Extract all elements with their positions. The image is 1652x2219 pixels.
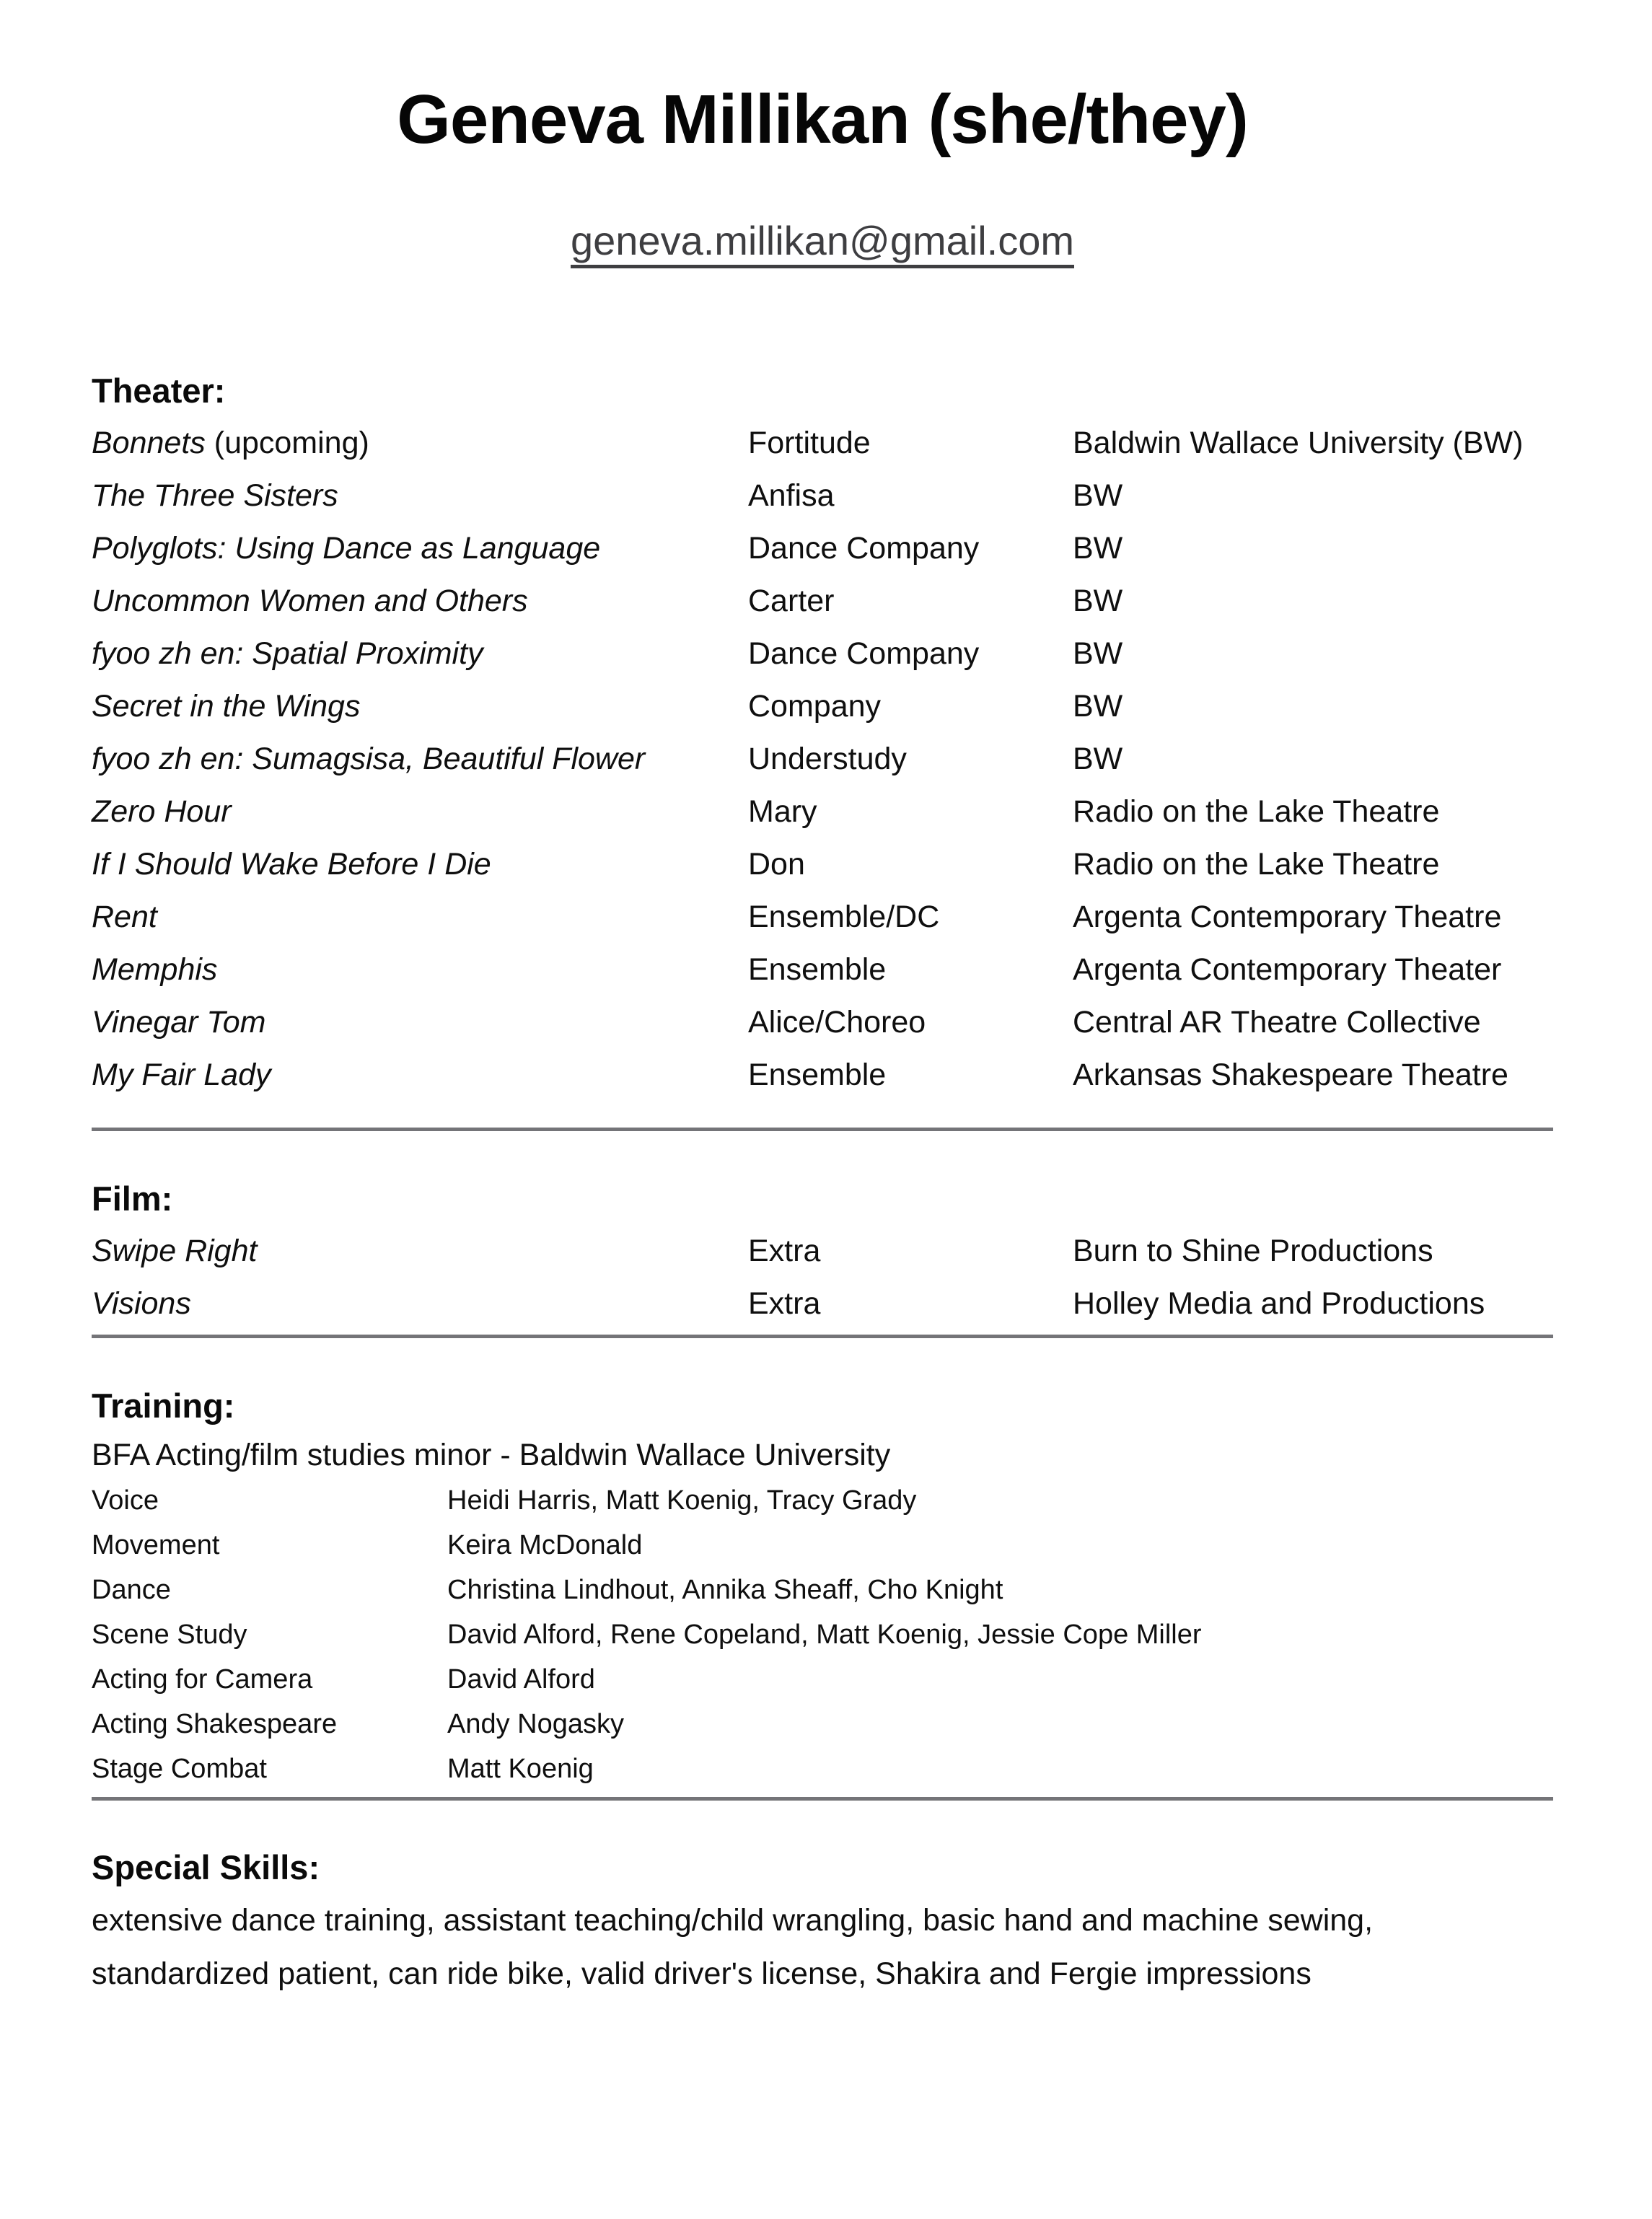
company-cell: Holley Media and Productions — [1073, 1286, 1485, 1321]
show-title-text: Bonnets — [92, 425, 206, 460]
role-cell: Extra — [748, 1233, 821, 1268]
training-section-heading: Training: — [92, 1386, 235, 1425]
table-row — [92, 1746, 1553, 1791]
show-title: Zero Hour — [92, 794, 232, 829]
training-area: Voice — [92, 1485, 159, 1516]
show-title: Vinegar Tom — [92, 1004, 266, 1040]
table-row — [92, 996, 1553, 1049]
table-row — [92, 522, 1553, 575]
special-skills-heading: Special Skills: — [92, 1847, 320, 1886]
table-row — [92, 1523, 1553, 1568]
table-row — [92, 1049, 1553, 1102]
table-row — [92, 944, 1553, 996]
table-row — [92, 1478, 1553, 1523]
section-divider — [92, 1335, 1553, 1338]
table-row — [92, 1702, 1553, 1746]
email-row — [92, 216, 1553, 265]
show-title: Secret in the Wings — [92, 688, 361, 724]
training-area: Dance — [92, 1574, 171, 1605]
company-cell: Central AR Theatre Collective — [1073, 1004, 1481, 1040]
table-row — [92, 417, 1553, 470]
training-area: Movement — [92, 1529, 220, 1560]
role-cell: Dance Company — [748, 636, 980, 671]
table-row — [92, 575, 1553, 628]
special-skills-text: extensive dance training, assistant teaching/child wrangling, basic hand and machine sewing, standardized patient, can ride bike, valid driver's license, Shakira and Fergie impressions — [92, 1902, 1374, 1991]
role-cell: Anfisa — [748, 478, 835, 513]
section-divider — [92, 1797, 1553, 1801]
table-row — [92, 733, 1553, 786]
training-teachers: David Alford, Rene Copeland, Matt Koenig, Jessie Cope Miller — [447, 1619, 1202, 1650]
company-cell: Argenta Contemporary Theatre — [1073, 899, 1502, 934]
role-cell: Company — [748, 688, 882, 724]
role-cell: Extra — [748, 1286, 821, 1321]
show-title: Uncommon Women and Others — [92, 583, 528, 618]
role-cell: Carter — [748, 583, 835, 618]
training-area: Acting Shakespeare — [92, 1708, 338, 1739]
training-area: Stage Combat — [92, 1753, 267, 1784]
table-row — [92, 1225, 1553, 1278]
company-cell: BW — [1073, 636, 1123, 671]
training-teachers: Christina Lindhout, Annika Sheaff, Cho Knight — [447, 1574, 1003, 1605]
table-row — [92, 680, 1553, 733]
show-title-suffix: (upcoming) — [205, 425, 369, 460]
training-area: Acting for Camera — [92, 1664, 313, 1695]
table-row — [92, 1657, 1553, 1702]
theater-credits-table — [92, 417, 1553, 1102]
role-cell: Don — [748, 846, 805, 882]
show-title: Memphis — [92, 952, 218, 987]
company-cell: BW — [1073, 583, 1123, 618]
film-section-heading: Film: — [92, 1179, 173, 1218]
role-cell: Ensemble — [748, 952, 887, 987]
role-cell: Understudy — [748, 741, 907, 776]
company-cell: BW — [1073, 530, 1123, 566]
resume-page — [0, 81, 1652, 2219]
training-area: Scene Study — [92, 1619, 247, 1650]
company-cell: Burn to Shine Productions — [1073, 1233, 1433, 1268]
show-title: The Three Sisters — [92, 478, 338, 513]
company-cell: BW — [1073, 741, 1123, 776]
company-cell: Argenta Contemporary Theater — [1073, 952, 1502, 987]
company-cell: Radio on the Lake Theatre — [1073, 794, 1440, 829]
company-cell: BW — [1073, 478, 1123, 513]
role-cell: Alice/Choreo — [748, 1004, 926, 1040]
training-teachers: Matt Koenig — [447, 1753, 594, 1784]
show-title: fyoo zh en: Sumagsisa, Beautiful Flower — [92, 741, 646, 776]
role-cell: Mary — [748, 794, 817, 829]
table-row — [92, 470, 1553, 522]
table-row — [92, 786, 1553, 838]
role-cell: Dance Company — [748, 530, 980, 566]
company-cell: Arkansas Shakespeare Theatre — [1073, 1057, 1508, 1092]
theater-section-heading: Theater: — [92, 371, 226, 410]
company-cell: Radio on the Lake Theatre — [1073, 846, 1440, 882]
table-row — [92, 891, 1553, 944]
section-divider — [92, 1128, 1553, 1131]
table-row — [92, 1568, 1553, 1612]
show-title — [92, 417, 748, 470]
training-teachers: Andy Nogasky — [447, 1708, 625, 1739]
show-title: If I Should Wake Before I Die — [92, 846, 491, 882]
email-link[interactable]: geneva.millikan@gmail.com — [571, 218, 1074, 268]
company-cell: BW — [1073, 688, 1123, 724]
company-cell: Baldwin Wallace University (BW) — [1073, 425, 1524, 460]
show-title: Rent — [92, 899, 157, 934]
training-teachers: Heidi Harris, Matt Koenig, Tracy Grady — [447, 1485, 917, 1516]
table-row — [92, 628, 1553, 680]
degree-line: BFA Acting/film studies minor - Baldwin Wallace University — [92, 1437, 891, 1472]
table-row — [92, 1278, 1553, 1330]
page-title: Geneva Millikan (she/they) — [397, 81, 1248, 158]
show-title: Polyglots: Using Dance as Language — [92, 530, 601, 566]
show-title: fyoo zh en: Spatial Proximity — [92, 636, 483, 671]
training-teachers: Keira McDonald — [447, 1529, 643, 1560]
role-cell: Fortitude — [748, 425, 871, 460]
training-table — [92, 1478, 1553, 1791]
table-row — [92, 838, 1553, 891]
show-title: Swipe Right — [92, 1233, 258, 1268]
training-teachers: David Alford — [447, 1664, 595, 1695]
table-row — [92, 1612, 1553, 1657]
show-title: My Fair Lady — [92, 1057, 271, 1092]
film-credits-table — [92, 1225, 1553, 1330]
role-cell: Ensemble — [748, 1057, 887, 1092]
show-title: Visions — [92, 1286, 191, 1321]
role-cell: Ensemble/DC — [748, 899, 940, 934]
